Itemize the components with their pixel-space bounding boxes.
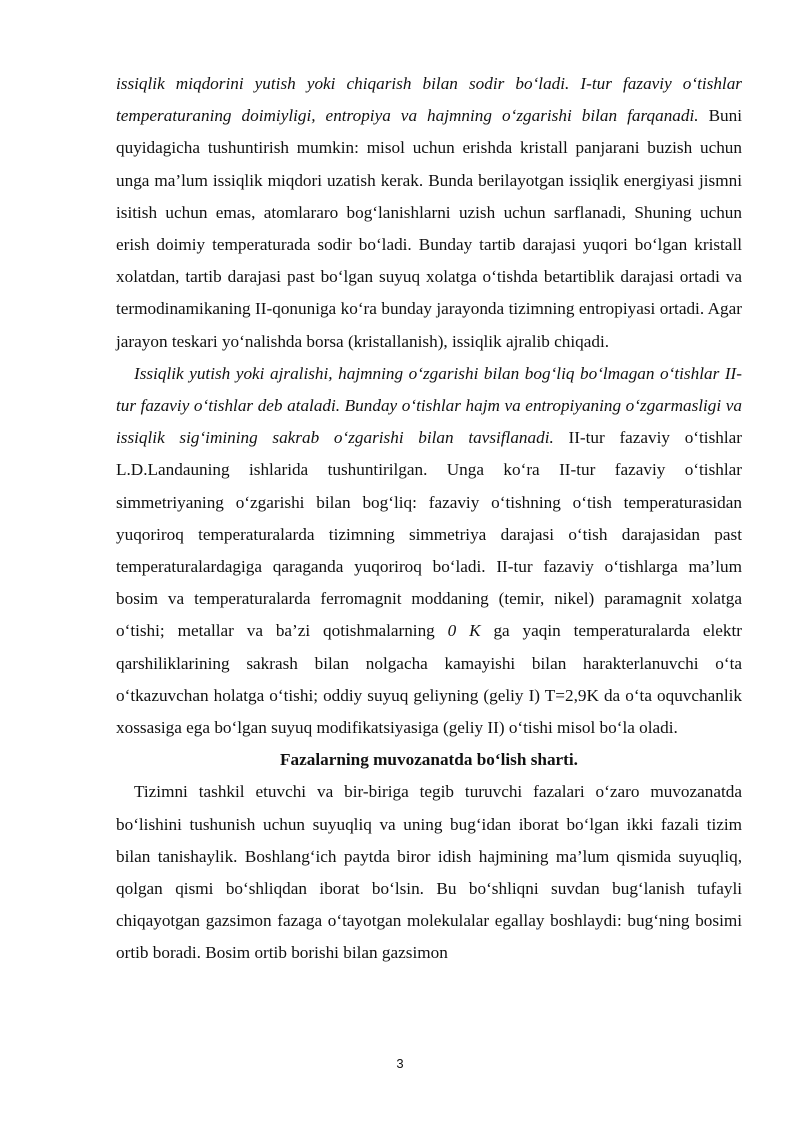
section-heading: Fazalarning muvozanatda bo‘lish sharti. [280,750,578,770]
paragraph-1-italic: issiqlik miqdorini yutish yoki chiqarish bilan sodir bo‘ladi. I-tur fazaviy o‘tishlar temperaturaning doimiyligi, entropiya va hajmning o‘zgarishi bilan farqanadi. [116,74,742,126]
paragraph-2 [116,358,742,744]
paragraph-2-italic: Issiqlik yutish yoki ajralishi, hajmning o‘zgarishi bilan bog‘liq bo‘lmagan o‘tishlar II-tur fazaviy o‘tishlar deb ataladi. Bunday o‘tishlar hajm va entropiyaning o‘zgarmasligi va issiqlik sig‘imining sakrab o‘zgarishi bilan tavsiflanadi. [116,363,742,448]
document-page [116,68,742,970]
page-number: 3 [396,1056,404,1071]
paragraph-2-text-a: II-tur fazaviy o‘tishlar L.D.Landauning ishlarida tushuntirilgan. Unga ko‘ra II-tur fazaviy o‘tishlar simmetriyaning o‘zgarishi bilan bog‘liq: fazaviy o‘tishning o‘tish temperaturasidan yuqoriroq temperaturalarda tizimning simmetriya darajasi o‘tish darajasidan past temperaturalardagiga qaraganda yuqoriroq bo‘ladi. II-tur fazaviy o‘tishlarga ma’lum bosim va temperaturalarda ferromagnit moddaning (temir, nikel) paramagnit xolatga o‘tishi; metallar va ba’zi qotishmalarning [116,428,742,641]
paragraph-1 [116,68,742,358]
paragraph-2-text-b: ga yaqin temperaturalarda elektr qarshiliklarining sakrash bilan nolgacha kamayishi bilan harakterlanuvchi o‘ta o‘tkazuvchan holatga o‘tishi; oddiy suyuq geliyning (geliy I) T=2,9K da o‘ta oquvchanlik xossasiga ega bo‘lgan suyuq modifikatsiyasiga (geliy II) o‘tishi misol bo‘la oladi. [116,621,743,738]
paragraph-1-text: Buni quyidagicha tushuntirish mumkin: misol uchun erishda kristall panjarani buzish uchun unga ma’lum issiqlik miqdori uzatish kerak. Bunda berilayotgan issiqlik energiyasi jismni isitish uchun emas, atomlararo bog‘lanishlarni uzish uchun sarflanadi, Shuning uchun erish doimiy temperaturada sodir bo‘ladi. Bunday tartib darajasi yuqori bo‘lgan kristall xolatdan, tartib darajasi past bo‘lgan suyuq xolatga o‘tishda betartiblik darajasi ortadi va termodinamikaning II-qonuniga ko‘ra bunday jarayonda tizimning entropiyasi ortadi. Agar jarayon teskari yo‘nalishda borsa (kristallanish), issiqlik ajralib chiqadi. [116,106,742,351]
temperature-symbol: 0 K [447,621,481,641]
paragraph-3: Tizimni tashkil etuvchi va bir-biriga tegib turuvchi fazalari o‘zaro muvozanatda bo‘lishini tushunish uchun suyuqliq va uning bug‘idan iborat bo‘lgan ikki fazali tizim bilan tanishaylik. Boshlang‘ich paytda biror idish hajmining ma’lum qismida suyuqliq, qolgan qismi bo‘shliqdan iborat bo‘lsin. Bu bo‘shliqni suvdan bug‘lanish tufayli chiqayotgan gazsimon fazaga o‘tayotgan molekulalar egallay boshlaydi: bug‘ning bosimi ortib boradi. Bosim ortib borishi bilan gazsimon [116,782,742,963]
